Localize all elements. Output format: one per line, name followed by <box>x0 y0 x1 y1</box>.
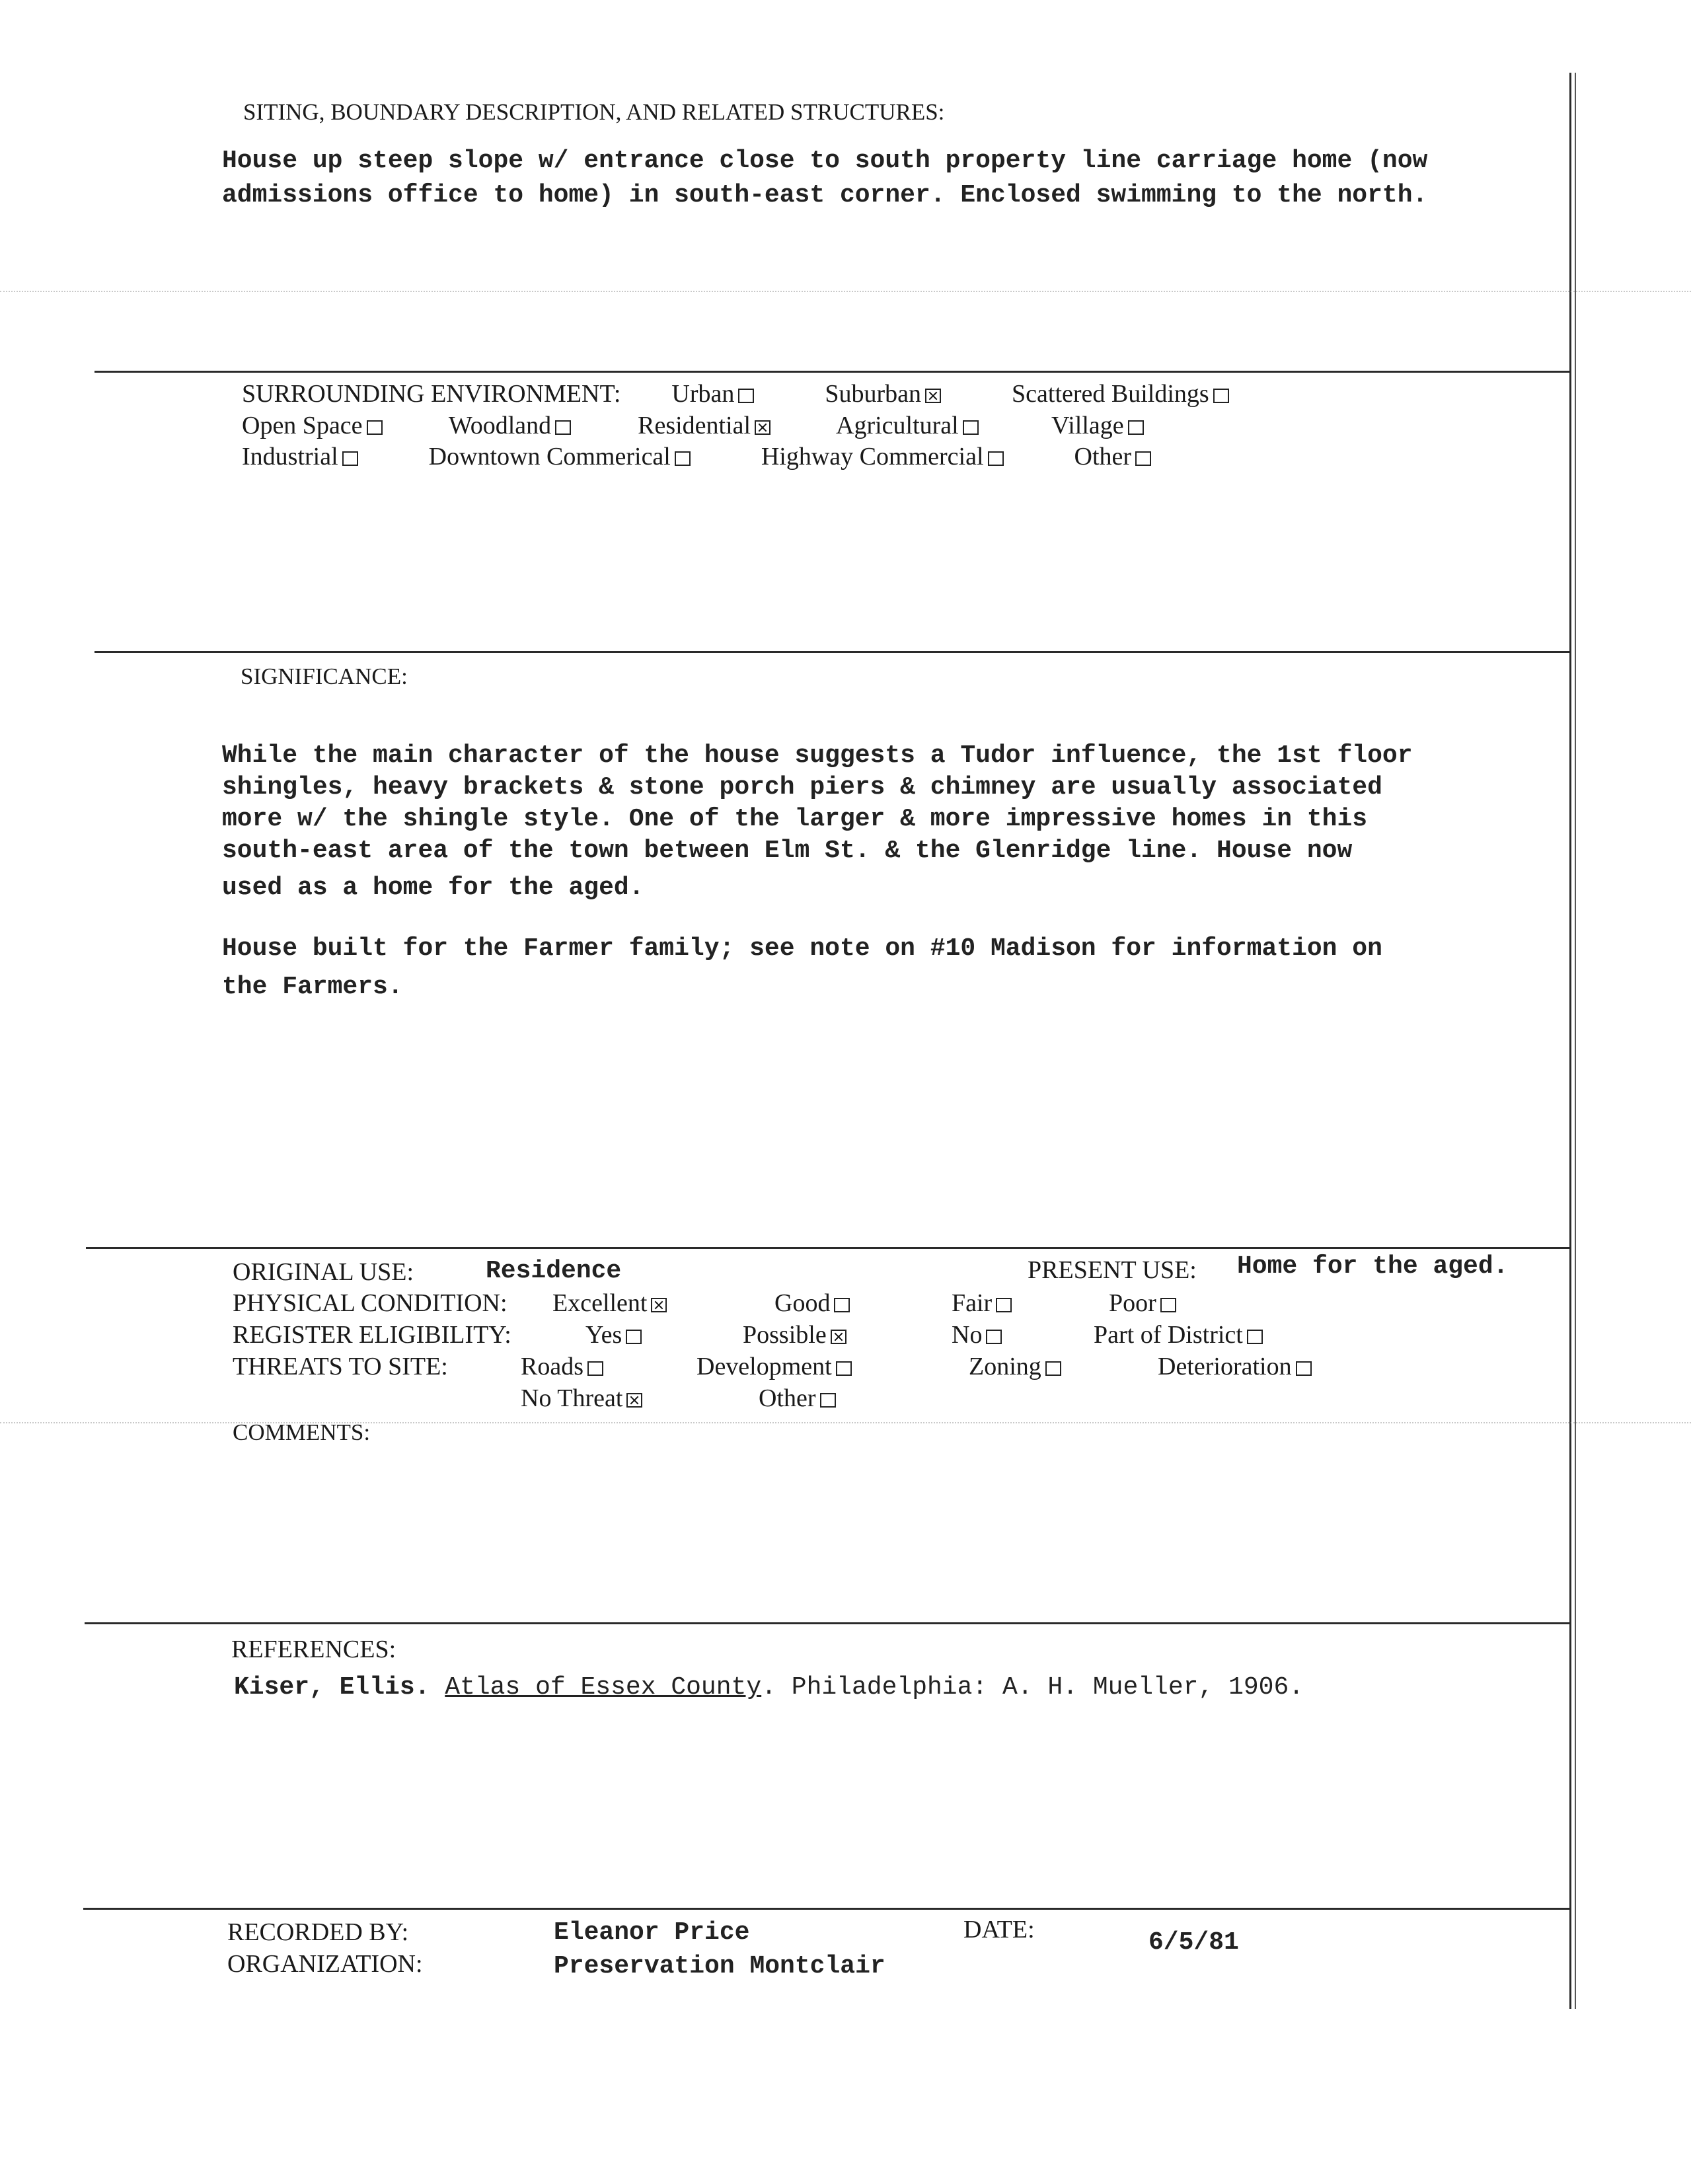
recorded-by-value: Eleanor Price <box>554 1918 750 1947</box>
suburban-option[interactable]: Suburban <box>825 380 941 408</box>
no-checkbox[interactable] <box>986 1330 1002 1344</box>
condition-poor[interactable]: Poor <box>1109 1289 1176 1318</box>
date-label: DATE: <box>963 1916 1035 1943</box>
siting-dotted-rule <box>0 291 1691 292</box>
condition-label: PHYSICAL CONDITION: <box>233 1289 507 1317</box>
significance-line-5: used as a home for the aged. <box>222 874 644 902</box>
reference-title: Atlas of Essex County <box>445 1673 762 1702</box>
open-space-option[interactable]: Open Space <box>242 412 383 439</box>
threat-zoning[interactable]: Zoning <box>969 1352 1061 1381</box>
siting-line-2: admissions office to home) in south-east corner. Enclosed swimming to the north. <box>222 181 1428 209</box>
good-checkbox[interactable] <box>834 1298 850 1312</box>
fair-checkbox[interactable] <box>996 1298 1012 1312</box>
reference-author: Kiser, Ellis. <box>234 1673 430 1702</box>
divider-1 <box>94 371 1571 373</box>
woodland-checkbox[interactable] <box>555 420 571 435</box>
eligibility-possible[interactable]: Possible <box>743 1320 846 1349</box>
threat-no-threat[interactable]: No Threat <box>521 1384 642 1413</box>
reference-rest: . Philadelphia: A. H. Mueller, 1906. <box>761 1673 1304 1702</box>
divider-5 <box>83 1908 1571 1910</box>
environment-row-1 <box>242 379 1229 408</box>
scattered-checkbox[interactable] <box>1213 389 1229 403</box>
threat-deterioration[interactable]: Deterioration <box>1158 1352 1312 1381</box>
recorded-by-label: RECORDED BY: <box>227 1918 409 1946</box>
condition-excellent[interactable]: Excellent <box>552 1289 667 1318</box>
residential-option[interactable]: Residential <box>638 412 770 439</box>
industrial-option[interactable]: Industrial <box>242 443 358 471</box>
roads-checkbox[interactable] <box>587 1361 603 1376</box>
highway-option[interactable]: Highway Commercial <box>761 443 1004 471</box>
other-env-option[interactable]: Other <box>1074 443 1152 471</box>
reference-entry <box>234 1673 1304 1702</box>
excellent-checkbox[interactable] <box>651 1298 667 1312</box>
urban-checkbox[interactable] <box>738 389 754 403</box>
significance-note-1: House built for the Farmer family; see note on #10 Madison for information on <box>222 934 1382 963</box>
eligibility-no[interactable]: No <box>952 1320 1002 1349</box>
organization-label: ORGANIZATION: <box>227 1950 423 1978</box>
environment-row-2 <box>242 411 1144 440</box>
environment-label: SURROUNDING ENVIRONMENT: <box>242 380 621 408</box>
divider-4 <box>85 1622 1571 1624</box>
threats-label: THREATS TO SITE: <box>233 1353 448 1380</box>
eligibility-yes[interactable]: Yes <box>585 1320 642 1349</box>
residential-checkbox[interactable] <box>755 420 770 435</box>
original-use-label: ORIGINAL USE: <box>233 1258 414 1286</box>
significance-line-3: more w/ the shingle style. One of the larger & more impressive homes in this <box>222 805 1368 833</box>
zoning-checkbox[interactable] <box>1045 1361 1061 1376</box>
open-space-checkbox[interactable] <box>367 420 383 435</box>
significance-label: SIGNIFICANCE: <box>241 663 408 689</box>
date-value: 6/5/81 <box>1148 1928 1239 1957</box>
downtown-checkbox[interactable] <box>675 451 691 466</box>
other-env-checkbox[interactable] <box>1135 451 1151 466</box>
possible-checkbox[interactable] <box>831 1330 846 1344</box>
urban-option[interactable]: Urban <box>671 380 754 408</box>
no-threat-checkbox[interactable] <box>626 1393 642 1408</box>
agricultural-option[interactable]: Agricultural <box>836 412 979 439</box>
village-checkbox[interactable] <box>1128 420 1144 435</box>
woodland-option[interactable]: Woodland <box>449 412 571 439</box>
siting-line-1: House up steep slope w/ entrance close to south property line carriage home (now <box>222 147 1428 175</box>
threat-development[interactable]: Development <box>696 1352 852 1381</box>
organization-value: Preservation Montclair <box>554 1952 885 1980</box>
agricultural-checkbox[interactable] <box>963 420 979 435</box>
original-use-value: Residence <box>486 1257 622 1285</box>
downtown-option[interactable]: Downtown Commerical <box>429 443 691 471</box>
divider-2 <box>94 651 1571 653</box>
highway-checkbox[interactable] <box>988 451 1004 466</box>
siting-label: SITING, BOUNDARY DESCRIPTION, AND RELATED STRUCTURES: <box>243 99 945 125</box>
district-checkbox[interactable] <box>1247 1330 1263 1344</box>
condition-good[interactable]: Good <box>774 1289 850 1318</box>
significance-line-1: While the main character of the house suggests a Tudor influence, the 1st floor <box>222 741 1413 770</box>
threat-other[interactable]: Other <box>759 1384 836 1413</box>
eligibility-district[interactable]: Part of District <box>1094 1320 1263 1349</box>
significance-note-2: the Farmers. <box>222 973 403 1001</box>
eligibility-label: REGISTER ELIGIBILITY: <box>233 1321 511 1349</box>
present-use-value: Home for the aged. <box>1237 1252 1509 1281</box>
environment-row-3 <box>242 442 1151 471</box>
right-border-inner <box>1575 73 1576 2009</box>
deterioration-checkbox[interactable] <box>1296 1361 1312 1376</box>
comments-label: COMMENTS: <box>233 1419 371 1445</box>
references-label: REFERENCES: <box>231 1636 396 1663</box>
suburban-checkbox[interactable] <box>925 389 941 403</box>
threat-roads[interactable]: Roads <box>521 1352 603 1381</box>
poor-checkbox[interactable] <box>1160 1298 1176 1312</box>
condition-fair[interactable]: Fair <box>952 1289 1012 1318</box>
development-checkbox[interactable] <box>836 1361 852 1376</box>
present-use-label: PRESENT USE: <box>1028 1256 1197 1284</box>
scattered-option[interactable]: Scattered Buildings <box>1012 380 1229 408</box>
significance-line-2: shingles, heavy brackets & stone porch piers & chimney are usually associated <box>222 773 1382 802</box>
right-border <box>1569 73 1571 2009</box>
village-option[interactable]: Village <box>1051 412 1144 439</box>
significance-line-4: south-east area of the town between Elm St. & the Glenridge line. House now <box>222 837 1353 865</box>
industrial-checkbox[interactable] <box>342 451 358 466</box>
other-threat-checkbox[interactable] <box>820 1393 836 1408</box>
divider-3 <box>86 1247 1571 1249</box>
yes-checkbox[interactable] <box>626 1330 642 1344</box>
